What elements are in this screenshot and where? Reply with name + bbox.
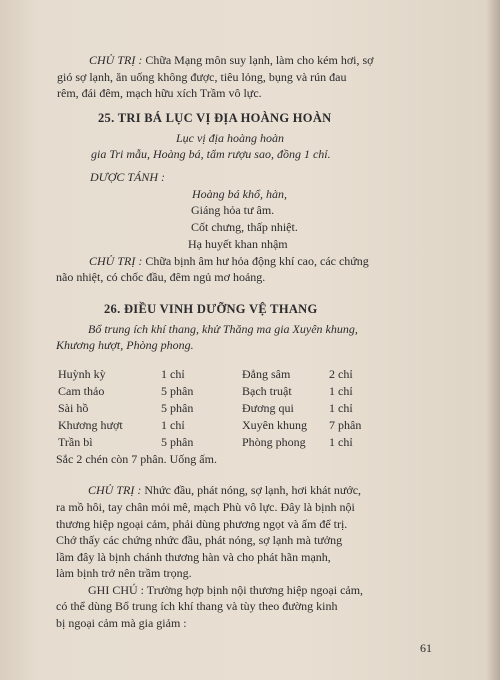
herb-dose: 5 phân [161,384,194,398]
sec26-chu-tri-line2: ra mồ hôi, tay chân mỏi mê, mạch Phù vô lực. Đây là bịnh nội [56,500,355,514]
sec25-duoc-tanh-line2: Giáng hỏa tư âm. [191,203,275,217]
herb-dose: 1 chỉ [161,367,185,381]
herb-dose: 5 phân [161,401,194,415]
sec26-decoction: Sắc 2 chén còn 7 phân. Uống ấm. [56,452,217,466]
sec26-ghi-chu-line2: có thể dùng Bổ trung ích khí thang và tùy theo đường kinh [56,599,338,613]
herb-dose: 2 chỉ [329,367,353,381]
herb-name: Sài hồ [58,401,89,415]
sec26-chu-tri-line5: lầm đây là bịnh chánh thương hàn và cho phát hãn mạnh, [56,550,331,564]
herb-dose: 1 chỉ [329,384,353,398]
sec26-chu-tri-line6: làm bịnh trở nên trầm trọng. [56,566,192,580]
herb-dose: 1 chỉ [329,401,353,415]
table-row [58,366,384,383]
herb-name: Khương hượt [58,418,123,432]
sec25-duoc-tanh-label: DƯỢC TÁNH : [90,170,166,184]
sec25-duoc-tanh-line4: Hạ huyết khan nhậm [188,237,288,251]
sec26-intro-line2: Khương hượt, Phòng phong. [56,338,194,352]
page-number: 61 [420,641,432,655]
herb-name: Đương qui [242,401,294,415]
sec25-chu-tri-line1 [89,254,369,268]
sec25-heading: 25. TRI BÁ LỤC VỊ ĐỊA HOÀNG HOÀN [98,111,332,125]
herb-dose: 1 chỉ [329,435,353,449]
sec25-duoc-tanh-line3: Cốt chưng, thấp nhiệt. [191,220,298,234]
sec25-chu-tri-line2: não nhiệt, có chốc đầu, đêm ngủ mơ hoảng. [56,270,266,284]
sec24-line2: gió sợ lạnh, ăn uống không được, tiêu lỏng, bụng và rún đau [57,70,347,84]
page-spine-shadow [486,0,500,680]
sec24-chu-tri-line1 [89,53,374,67]
table-row [58,417,384,434]
sec24-line3: rêm, đái đêm, mạch hữu xích Trầm vô lực. [57,86,262,100]
herb-name: Huỳnh kỳ [58,367,106,381]
sec26-ghi-chu-label: GHI CHÚ : [88,583,144,597]
table-row [58,383,384,400]
table-row [58,400,384,417]
sec26-ghi-chu-line3: bị ngoại cảm mà gia giảm : [56,616,187,630]
sec26-heading: 26. ĐIỀU VINH DƯỠNG VỆ THANG [104,302,318,316]
sec26-chu-tri-line1 [88,483,361,497]
sec24-chu-tri-label: CHỦ TRỊ : [89,53,143,67]
sec24-line1-text: Chữa Mạng môn suy lạnh, làm cho kém hơi, sợ [145,53,374,67]
sec26-ghi-chu-text: Trường hợp bịnh nội thương hiệp ngoại cảm, [146,583,364,597]
sec26-chu-tri-label: CHỦ TRỊ : [88,483,142,497]
herb-name: Cam thảo [58,384,105,398]
sec25-formula: gia Tri mẫu, Hoàng bá, tẩm rượu sao, đồng 1 chỉ. [91,147,331,161]
herb-name: Trần bì [58,435,93,449]
sec26-ghi-chu-line1 [88,583,363,597]
sec26-chu-tri-line3: thương hiệp ngoại cảm, phải dùng phương ngọt và ấm để trị. [56,517,348,531]
herb-dose: 1 chỉ [161,418,185,432]
sec26-chu-tri-line4: Chớ thấy các chứng nhức đầu, phát nóng, sợ lạnh mà tưởng [56,533,343,547]
ingredient-table [58,366,384,451]
herb-dose: 7 phân [329,418,362,432]
herb-dose: 5 phân [161,435,194,449]
sec25-duoc-tanh-line1: Hoàng bá khổ, hàn, [192,187,287,201]
table-row [58,434,384,451]
sec25-chu-tri-label: CHỦ TRỊ : [89,254,143,268]
herb-name: Đẳng sâm [242,367,291,381]
sec26-chu-tri-text: Nhức đầu, phát nóng, sợ lạnh, hơi khát nước, [144,483,362,497]
herb-name: Xuyên khung [242,418,307,432]
sec26-intro-line1: Bổ trung ích khí thang, khử Thăng ma gia Xuyên khung, [88,322,358,336]
sec25-subtitle: Lục vị địa hoàng hoàn [176,131,284,145]
sec25-chu-tri-text: Chữa bịnh âm hư hỏa động khí cao, các chứng [145,254,369,268]
herb-name: Phòng phong [242,435,306,449]
herb-name: Bạch truật [242,384,292,398]
